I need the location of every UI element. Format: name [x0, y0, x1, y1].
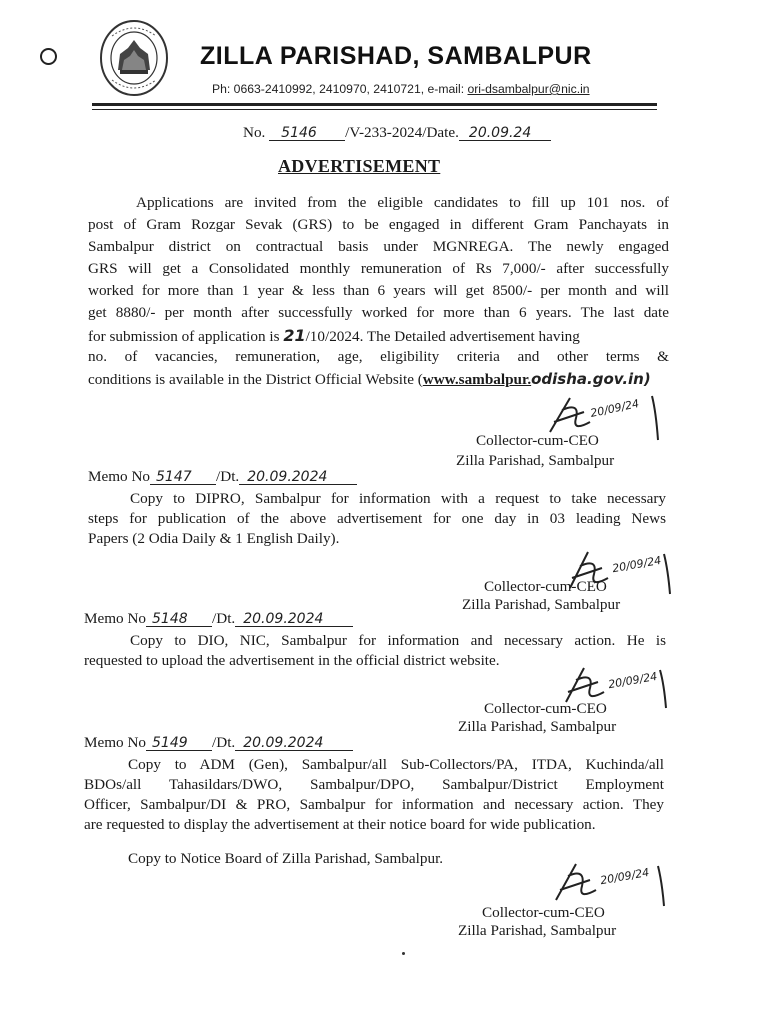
memo-1-line-2: steps for publication of the above advertisement for one day in 03 leading News [88, 510, 666, 527]
adv-line-9 [88, 370, 651, 389]
adv-line-4: GRS will get a Consolidated monthly remuneration of Rs 7,000/- after successfully [88, 260, 669, 277]
adv-line-1: Applications are invited from the eligible candidates to fill up 101 nos. of [136, 194, 669, 211]
signature-date-2: 20/09/24 [611, 553, 663, 576]
sign-designation-4: Collector-cum-CEO [482, 904, 605, 921]
memo-3-label: Memo No [84, 734, 147, 751]
contact-phones: Ph: 0663-2410992, 2410970, 2410721, e-mail: [212, 82, 468, 96]
header-rule-thick [92, 103, 657, 106]
memo-2-line-1: Copy to DIO, NIC, Sambalpur for information and necessary action. He is [130, 632, 666, 649]
binder-hole [40, 48, 57, 65]
ref-file-date-label: /V-233-2024/Date. [345, 124, 459, 141]
website-handwritten: odisha.gov.in) [531, 370, 651, 388]
adv-line-7-end: /10/2024. The Detailed advertisement having [305, 328, 580, 345]
memo-2-date: 20.09.2024 [235, 612, 353, 627]
signature-date-4: 20/09/24 [599, 865, 651, 888]
contact-line [212, 82, 590, 96]
deadline-day-handwritten: 21 [283, 326, 306, 345]
memo-2-line-2: requested to upload the advertisement in the official district website. [84, 652, 500, 669]
memo-3-line-2: BDOs/all Tahasildars/DWO, Sambalpur/DPO, Sambalpur/District Employment [84, 776, 664, 793]
signature-date-3: 20/09/24 [607, 669, 659, 692]
memo-2-label: Memo No [84, 610, 147, 627]
memo-3-line-3: Officer, Sambalpur/DI & PRO, Sambalpur for information and necessary action. They [84, 796, 664, 813]
advertisement-title: ADVERTISEMENT [278, 156, 441, 176]
memo-1-date: 20.09.2024 [239, 470, 357, 485]
ref-date-handwritten: 20.09.24 [459, 126, 551, 141]
memo-3-no: 5149 [146, 736, 212, 751]
memo-1-line-1: Copy to DIPRO, Sambalpur for information with a request to take necessary [130, 490, 666, 507]
stray-dot [402, 952, 405, 955]
adv-line-6: get 8880/- per month after successfully worked for more than 6 years. The last date [88, 304, 669, 321]
sign-designation-2: Collector-cum-CEO [484, 578, 607, 595]
header-rule-thin [92, 109, 657, 110]
adv-line-9-start: conditions is available in the District Official Website ( [88, 371, 423, 388]
reference-line [243, 124, 551, 142]
odisha-emblem-icon [98, 18, 170, 98]
sign-office-2: Zilla Parishad, Sambalpur [462, 596, 621, 613]
memo-3-line-1: Copy to ADM (Gen), Sambalpur/all Sub-Collectors/PA, ITDA, Kuchinda/all [128, 756, 664, 773]
memo-2-no: 5148 [146, 612, 212, 627]
sign-designation-3: Collector-cum-CEO [484, 700, 607, 717]
notice-board-copy: Copy to Notice Board of Zilla Parishad, Sambalpur. [128, 850, 444, 867]
sign-designation-1: Collector-cum-CEO [476, 432, 599, 449]
adv-line-3: Sambalpur district on contractual basis under MGNREGA. The newly engaged [88, 238, 669, 255]
sign-office-4: Zilla Parishad, Sambalpur [458, 922, 617, 939]
memo-1-line-3: Papers (2 Odia Daily & 1 English Daily). [88, 530, 340, 547]
adv-line-5: worked for more than 1 year & less than 6 years will get 8500/- per month and will [88, 282, 669, 299]
adv-line-7 [88, 326, 580, 346]
memo-1-header [88, 468, 357, 486]
sign-office-3: Zilla Parishad, Sambalpur [458, 718, 617, 735]
memo-2-dt-label: /Dt. [212, 610, 236, 627]
ref-no-handwritten: 5146 [269, 126, 345, 141]
adv-line-7-start: for submission of application is [88, 328, 280, 345]
ref-no-label: No. [243, 124, 266, 141]
adv-line-2: post of Gram Rozgar Sevak (GRS) to be engaged in different Gram Panchayats in [88, 216, 669, 233]
signature-date-1: 20/09/24 [589, 397, 641, 420]
website-printed[interactable]: www.sambalpur. [422, 371, 532, 388]
memo-1-dt-label: /Dt. [216, 468, 240, 485]
memo-3-dt-label: /Dt. [212, 734, 236, 751]
sign-office-1: Zilla Parishad, Sambalpur [456, 452, 615, 469]
memo-3-header [84, 734, 353, 752]
adv-line-8: no. of vacancies, remuneration, age, eligibility criteria and other terms & [88, 348, 669, 365]
memo-3-line-4: are requested to display the advertisement at their notice board for wide publication. [84, 816, 596, 833]
memo-1-no: 5147 [150, 470, 216, 485]
org-title: ZILLA PARISHAD, SAMBALPUR [200, 42, 592, 70]
contact-email: ori-dsambalpur@nic.in [467, 82, 590, 96]
memo-3-date: 20.09.2024 [235, 736, 353, 751]
memo-1-label: Memo No [88, 468, 151, 485]
memo-2-header [84, 610, 353, 628]
